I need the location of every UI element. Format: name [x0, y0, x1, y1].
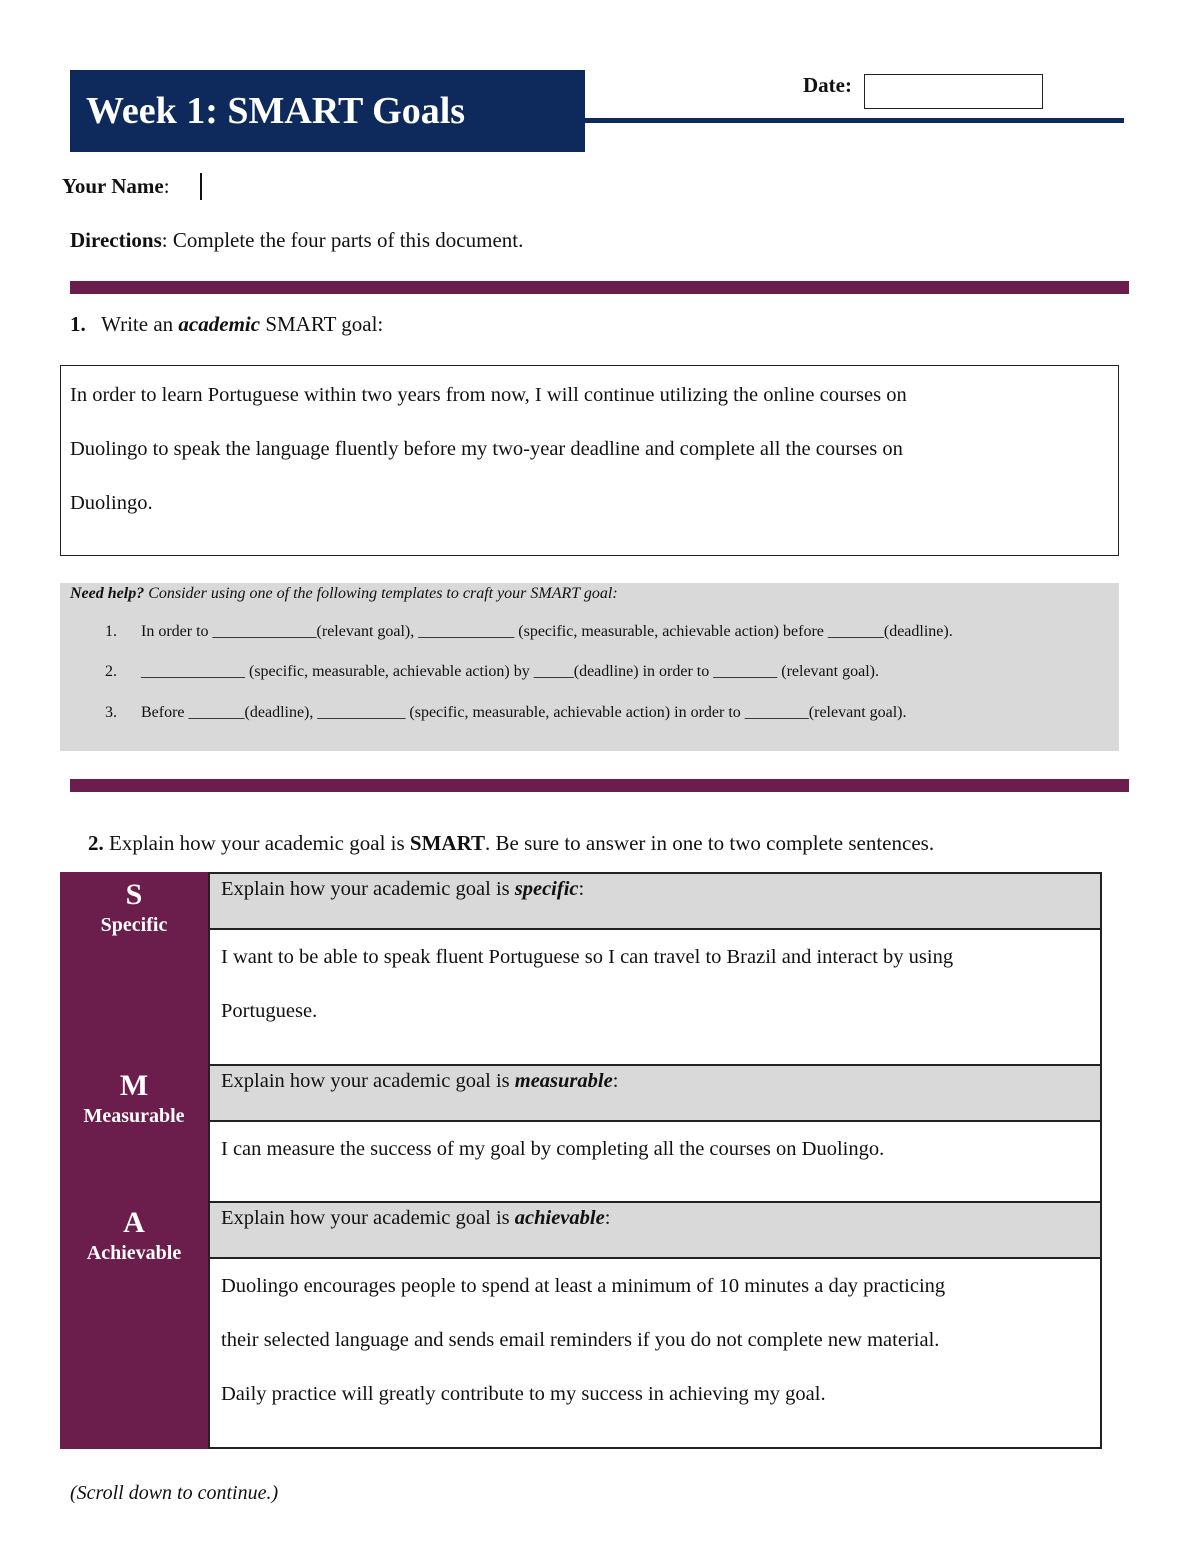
question-2-prompt-post: . Be sure to answer in one to two complete sentences. [485, 831, 935, 855]
answer-line: I want to be able to speak fluent Portuguese so I can travel to Brazil and interact by using [221, 946, 954, 968]
achievable-answer-field[interactable] [209, 1258, 1101, 1448]
name-field-cursor[interactable] [200, 173, 202, 200]
prompt-em: specific [514, 878, 579, 900]
answer-line: Daily practice will greatly contribute to my success in achieving my goal. [221, 1383, 826, 1405]
question-2-prompt-bold: SMART [409, 831, 486, 855]
template-item [105, 623, 953, 641]
section-divider-2 [70, 779, 1129, 792]
prompt-pre: Explain how your academic goal is [221, 1207, 515, 1229]
smart-word: Measurable [83, 1105, 185, 1127]
question-1-prompt-em: academic [178, 312, 261, 336]
achievable-prompt [209, 1202, 1101, 1258]
question-1 [70, 312, 383, 337]
template-number: 2. [105, 663, 117, 680]
scroll-note: (Scroll down to continue.) [70, 1482, 279, 1504]
help-intro [70, 585, 618, 603]
template-number: 3. [105, 704, 117, 721]
specific-answer-field[interactable] [209, 929, 1101, 1065]
directions-text: : Complete the four parts of this document. [161, 228, 524, 252]
smart-letter-column [60, 872, 208, 1449]
smart-letter-s [60, 878, 208, 938]
prompt-post: : [578, 878, 585, 900]
smart-letter: A [123, 1206, 145, 1239]
template-text: Before _______(deadline), ___________ (specific, measurable, achievable action) in order to ________(relevant goal). [141, 704, 907, 721]
date-field[interactable] [864, 74, 1043, 109]
smart-letter: S [125, 878, 143, 911]
smart-letter-a [60, 1206, 208, 1266]
measurable-answer-field[interactable] [209, 1121, 1101, 1202]
table-row [209, 1065, 1101, 1121]
answer-line: their selected language and sends email reminders if you do not complete new material. [221, 1329, 940, 1351]
smart-letter: M [119, 1069, 149, 1102]
table-row [209, 1121, 1101, 1202]
template-text: In order to _____________(relevant goal), ____________ (specific, measurable, achievable action) before _______(deadline). [141, 623, 953, 640]
help-lead-text: Consider using one of the following templates to craft your SMART goal: [144, 585, 618, 602]
smart-explanation-table [208, 872, 1102, 1449]
page-title-banner [70, 70, 585, 152]
question-2-number: 2. [88, 831, 104, 855]
smart-letter-m [60, 1069, 208, 1129]
page-title: Week 1: SMART Goals [86, 90, 466, 132]
header-rule [585, 118, 1124, 123]
question-1-number: 1. [70, 312, 86, 336]
help-templates-box [60, 583, 1119, 751]
answer-line: Duolingo. [70, 492, 153, 514]
answer-line: Duolingo encourages people to spend at least a minimum of 10 minutes a day practicing [221, 1275, 946, 1297]
specific-prompt [209, 873, 1101, 929]
answer-line: In order to learn Portuguese within two years from now, I will continue utilizing the online courses on [70, 384, 907, 406]
directions-label: Directions [70, 228, 162, 252]
question-1-prompt-post: SMART goal: [260, 312, 384, 336]
prompt-post: : [612, 1070, 619, 1092]
answer-line: I can measure the success of my goal by completing all the courses on Duolingo. [221, 1138, 885, 1160]
name-label-text: Your Name [62, 174, 164, 198]
name-label-colon: : [163, 174, 170, 198]
smart-word: Achievable [86, 1242, 182, 1264]
prompt-pre: Explain how your academic goal is [221, 878, 515, 900]
table-row [209, 873, 1101, 929]
academic-goal-answer-box[interactable] [60, 365, 1119, 556]
answer-line: Duolingo to speak the language fluently before my two-year deadline and complete all the courses on [70, 438, 903, 460]
table-row [209, 1258, 1101, 1448]
question-2-prompt-pre: Explain how your academic goal is [103, 831, 410, 855]
question-1-prompt-pre: Write an [101, 312, 179, 336]
table-row [209, 1202, 1101, 1258]
template-item [105, 704, 907, 722]
smart-word: Specific [100, 914, 168, 936]
help-lead-bold: Need help? [70, 585, 145, 602]
template-item [105, 663, 879, 681]
section-divider-1 [70, 281, 1129, 294]
answer-line: Portuguese. [221, 1000, 318, 1022]
prompt-em: achievable [514, 1207, 605, 1229]
prompt-pre: Explain how your academic goal is [221, 1070, 515, 1092]
name-label [62, 174, 170, 199]
template-number: 1. [105, 623, 117, 640]
template-text: _____________ (specific, measurable, achievable action) by _____(deadline) in order to ________ (relevant goal). [141, 663, 879, 680]
measurable-prompt [209, 1065, 1101, 1121]
directions [70, 228, 523, 253]
table-row [209, 929, 1101, 1065]
prompt-post: : [604, 1207, 611, 1229]
date-label: Date: [803, 73, 852, 97]
prompt-em: measurable [514, 1070, 613, 1092]
question-2 [88, 831, 934, 856]
